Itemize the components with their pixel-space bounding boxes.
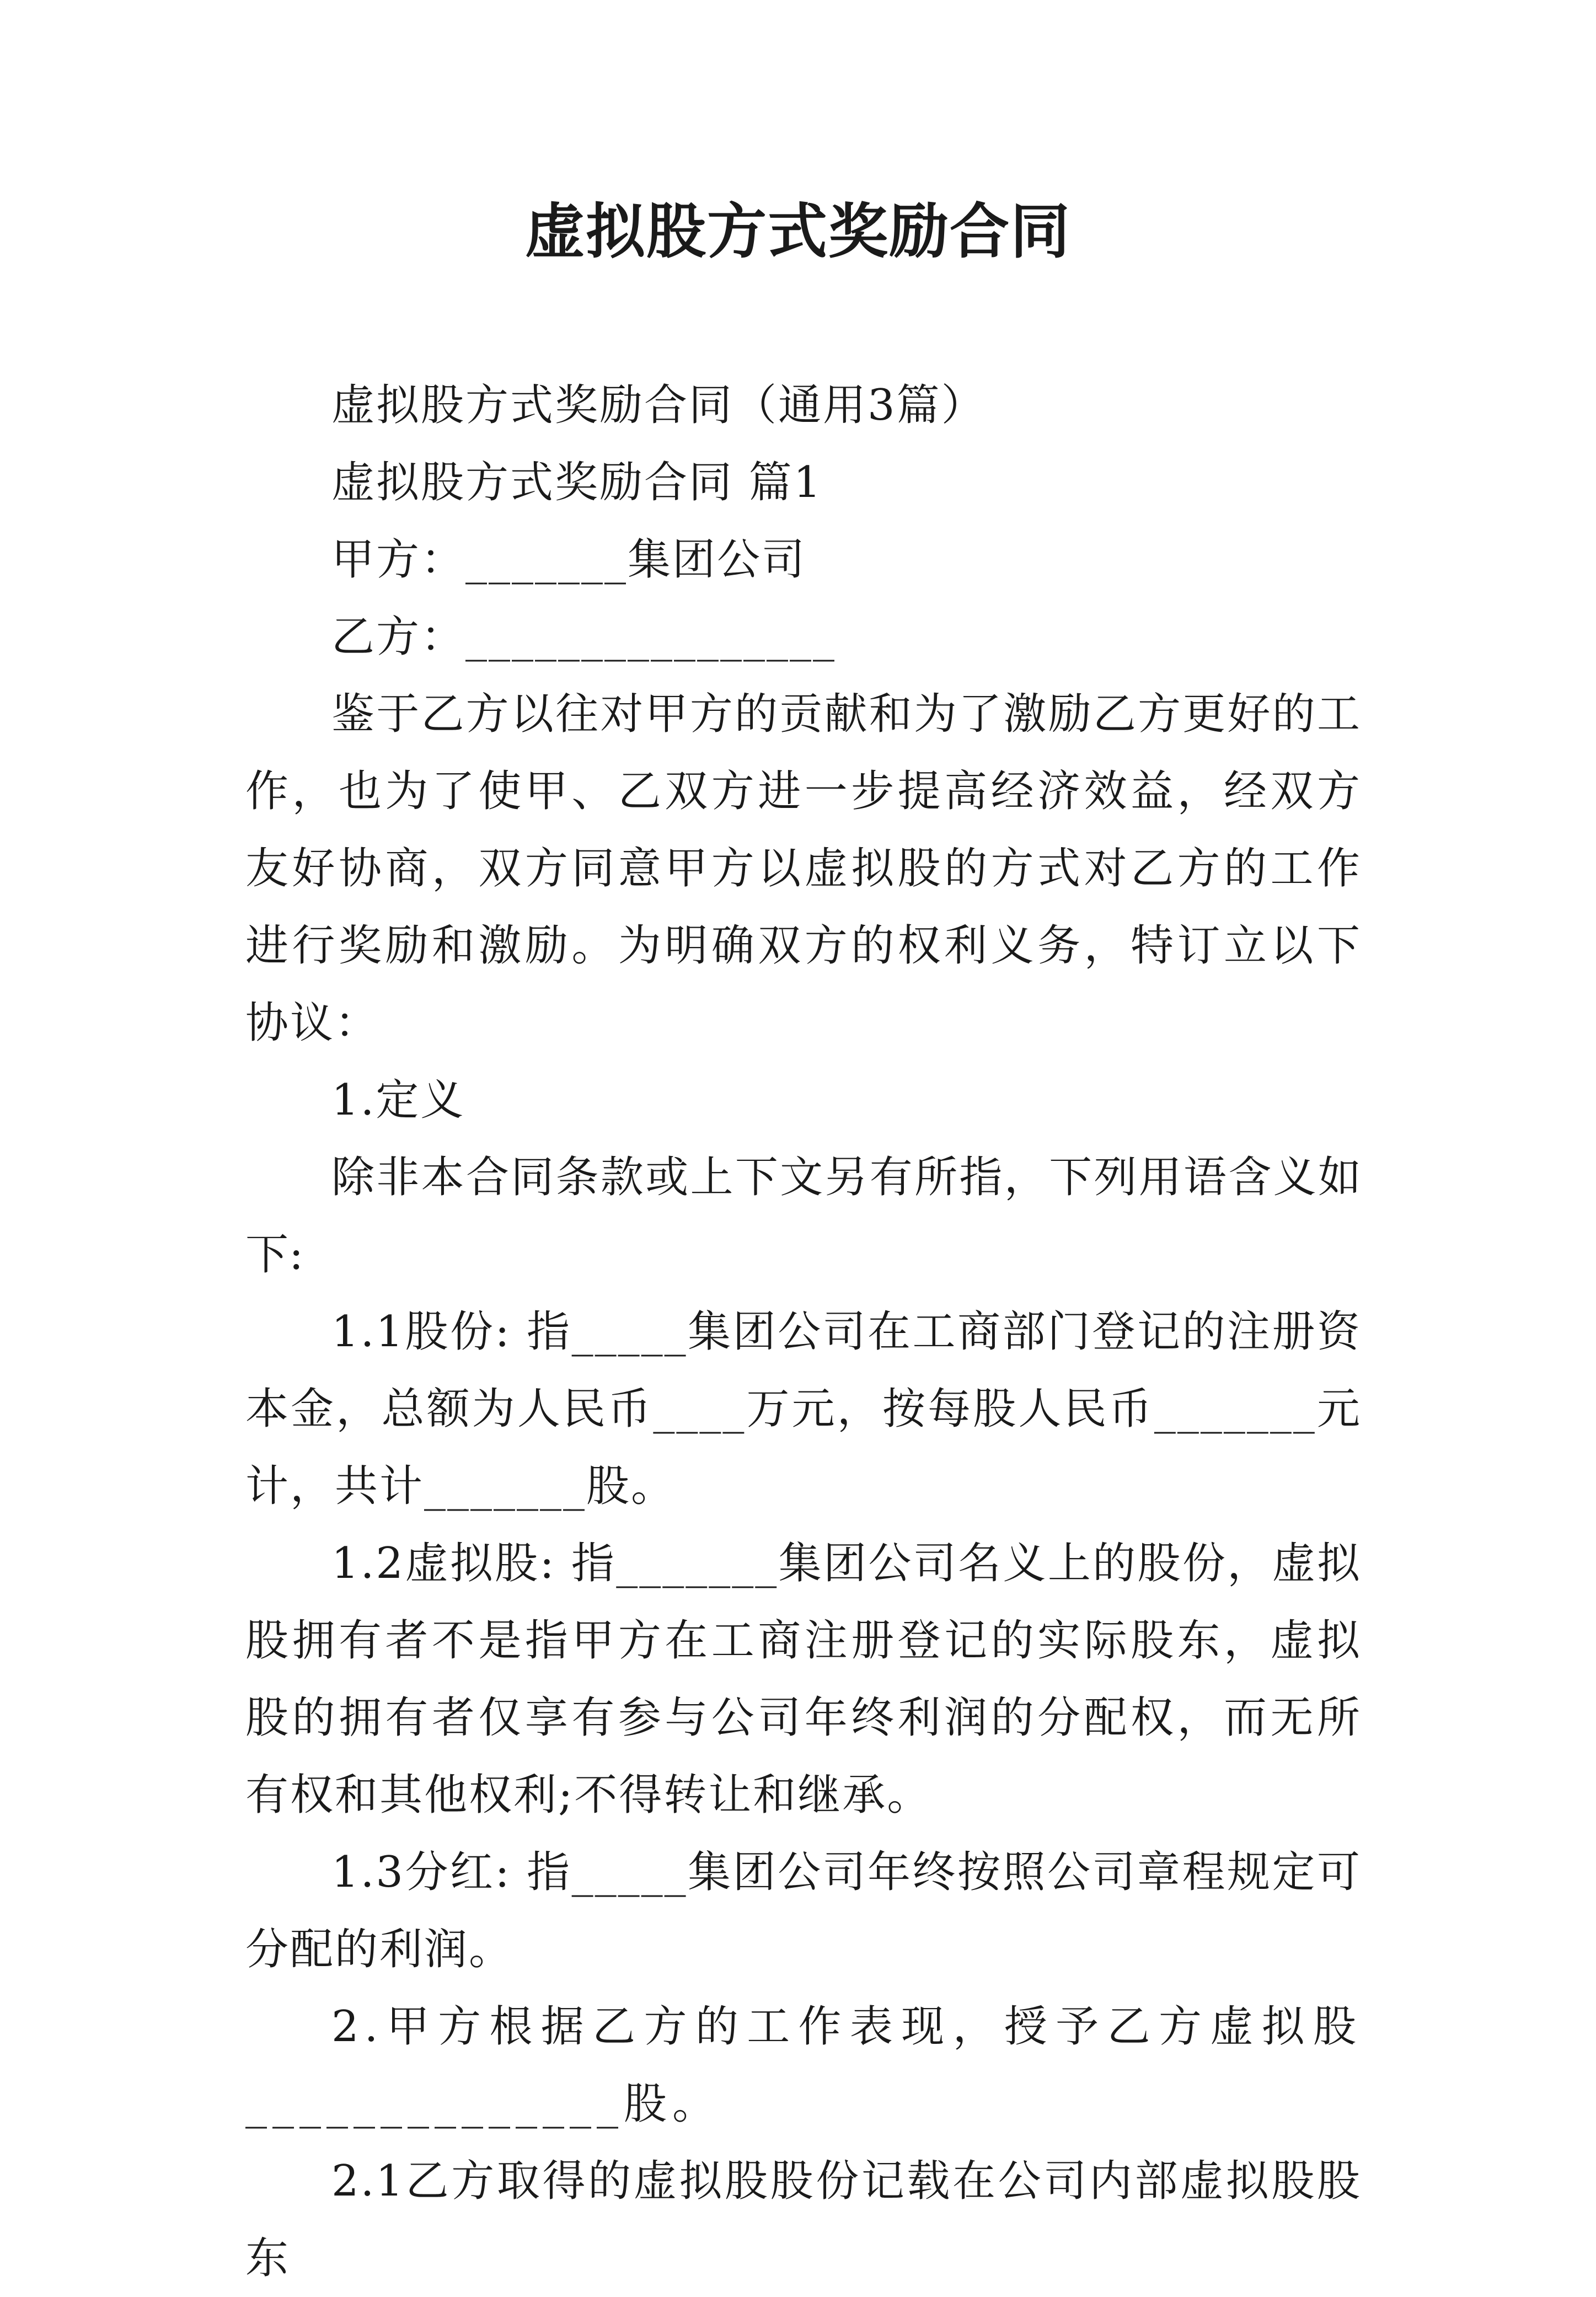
paragraph-clause-2: 2.甲方根据乙方的工作表现，授予乙方虚拟股______________股。 (245, 2002, 1362, 2129)
paragraph-definitions-intro: 除非本合同条款或上下文另有所指，下列用语含义如下: (245, 1153, 1362, 1279)
paragraph-definitions-heading: 1.定义 (331, 1075, 465, 1125)
paragraph-party-b: 乙方：________________ (331, 612, 837, 662)
document-title: 虚拟股方式奖励合同 (524, 197, 1071, 266)
document-body (245, 367, 1362, 2297)
paragraph-preamble: 鉴于乙方以往对甲方的贡献和为了激励乙方更好的工作，也为了使甲、乙双方进一步提高经济效益，经双方友好协商，双方同意甲方以虚拟股的方式对乙方的工作进行奖励和激励。为明确双方的权利义务，特订立以下协议： (245, 689, 1362, 1048)
paragraph-party-a: 甲方：_______集团公司 (331, 535, 807, 585)
paragraph-section-heading: 虚拟股方式奖励合同 篇1 (331, 458, 823, 507)
paragraph-clause-1-1: 1.1股份: 指_____集团公司在工商部门登记的注册资本金，总额为人民币____万元，按每股人民币_______元计，共计_______股。 (245, 1307, 1362, 1511)
paragraph-clause-2-1: 2.1乙方取得的虚拟股股份记载在公司内部虚拟股股东 (245, 2156, 1362, 2283)
paragraph-clause-1-2: 1.2虚拟股: 指_______集团公司名义上的股份，虚拟股拥有者不是指甲方在工商注册登记的实际股东，虚拟股的拥有者仅享有参与公司年终利润的分配权，而无所有权和其他权利;不得转让和继承。 (245, 1539, 1362, 1820)
paragraph-clause-1-3: 1.3分红: 指_____集团公司年终按照公司章程规定可分配的利润。 (245, 1848, 1362, 1974)
paragraph-subtitle: 虚拟股方式奖励合同（通用3篇） (331, 381, 986, 430)
